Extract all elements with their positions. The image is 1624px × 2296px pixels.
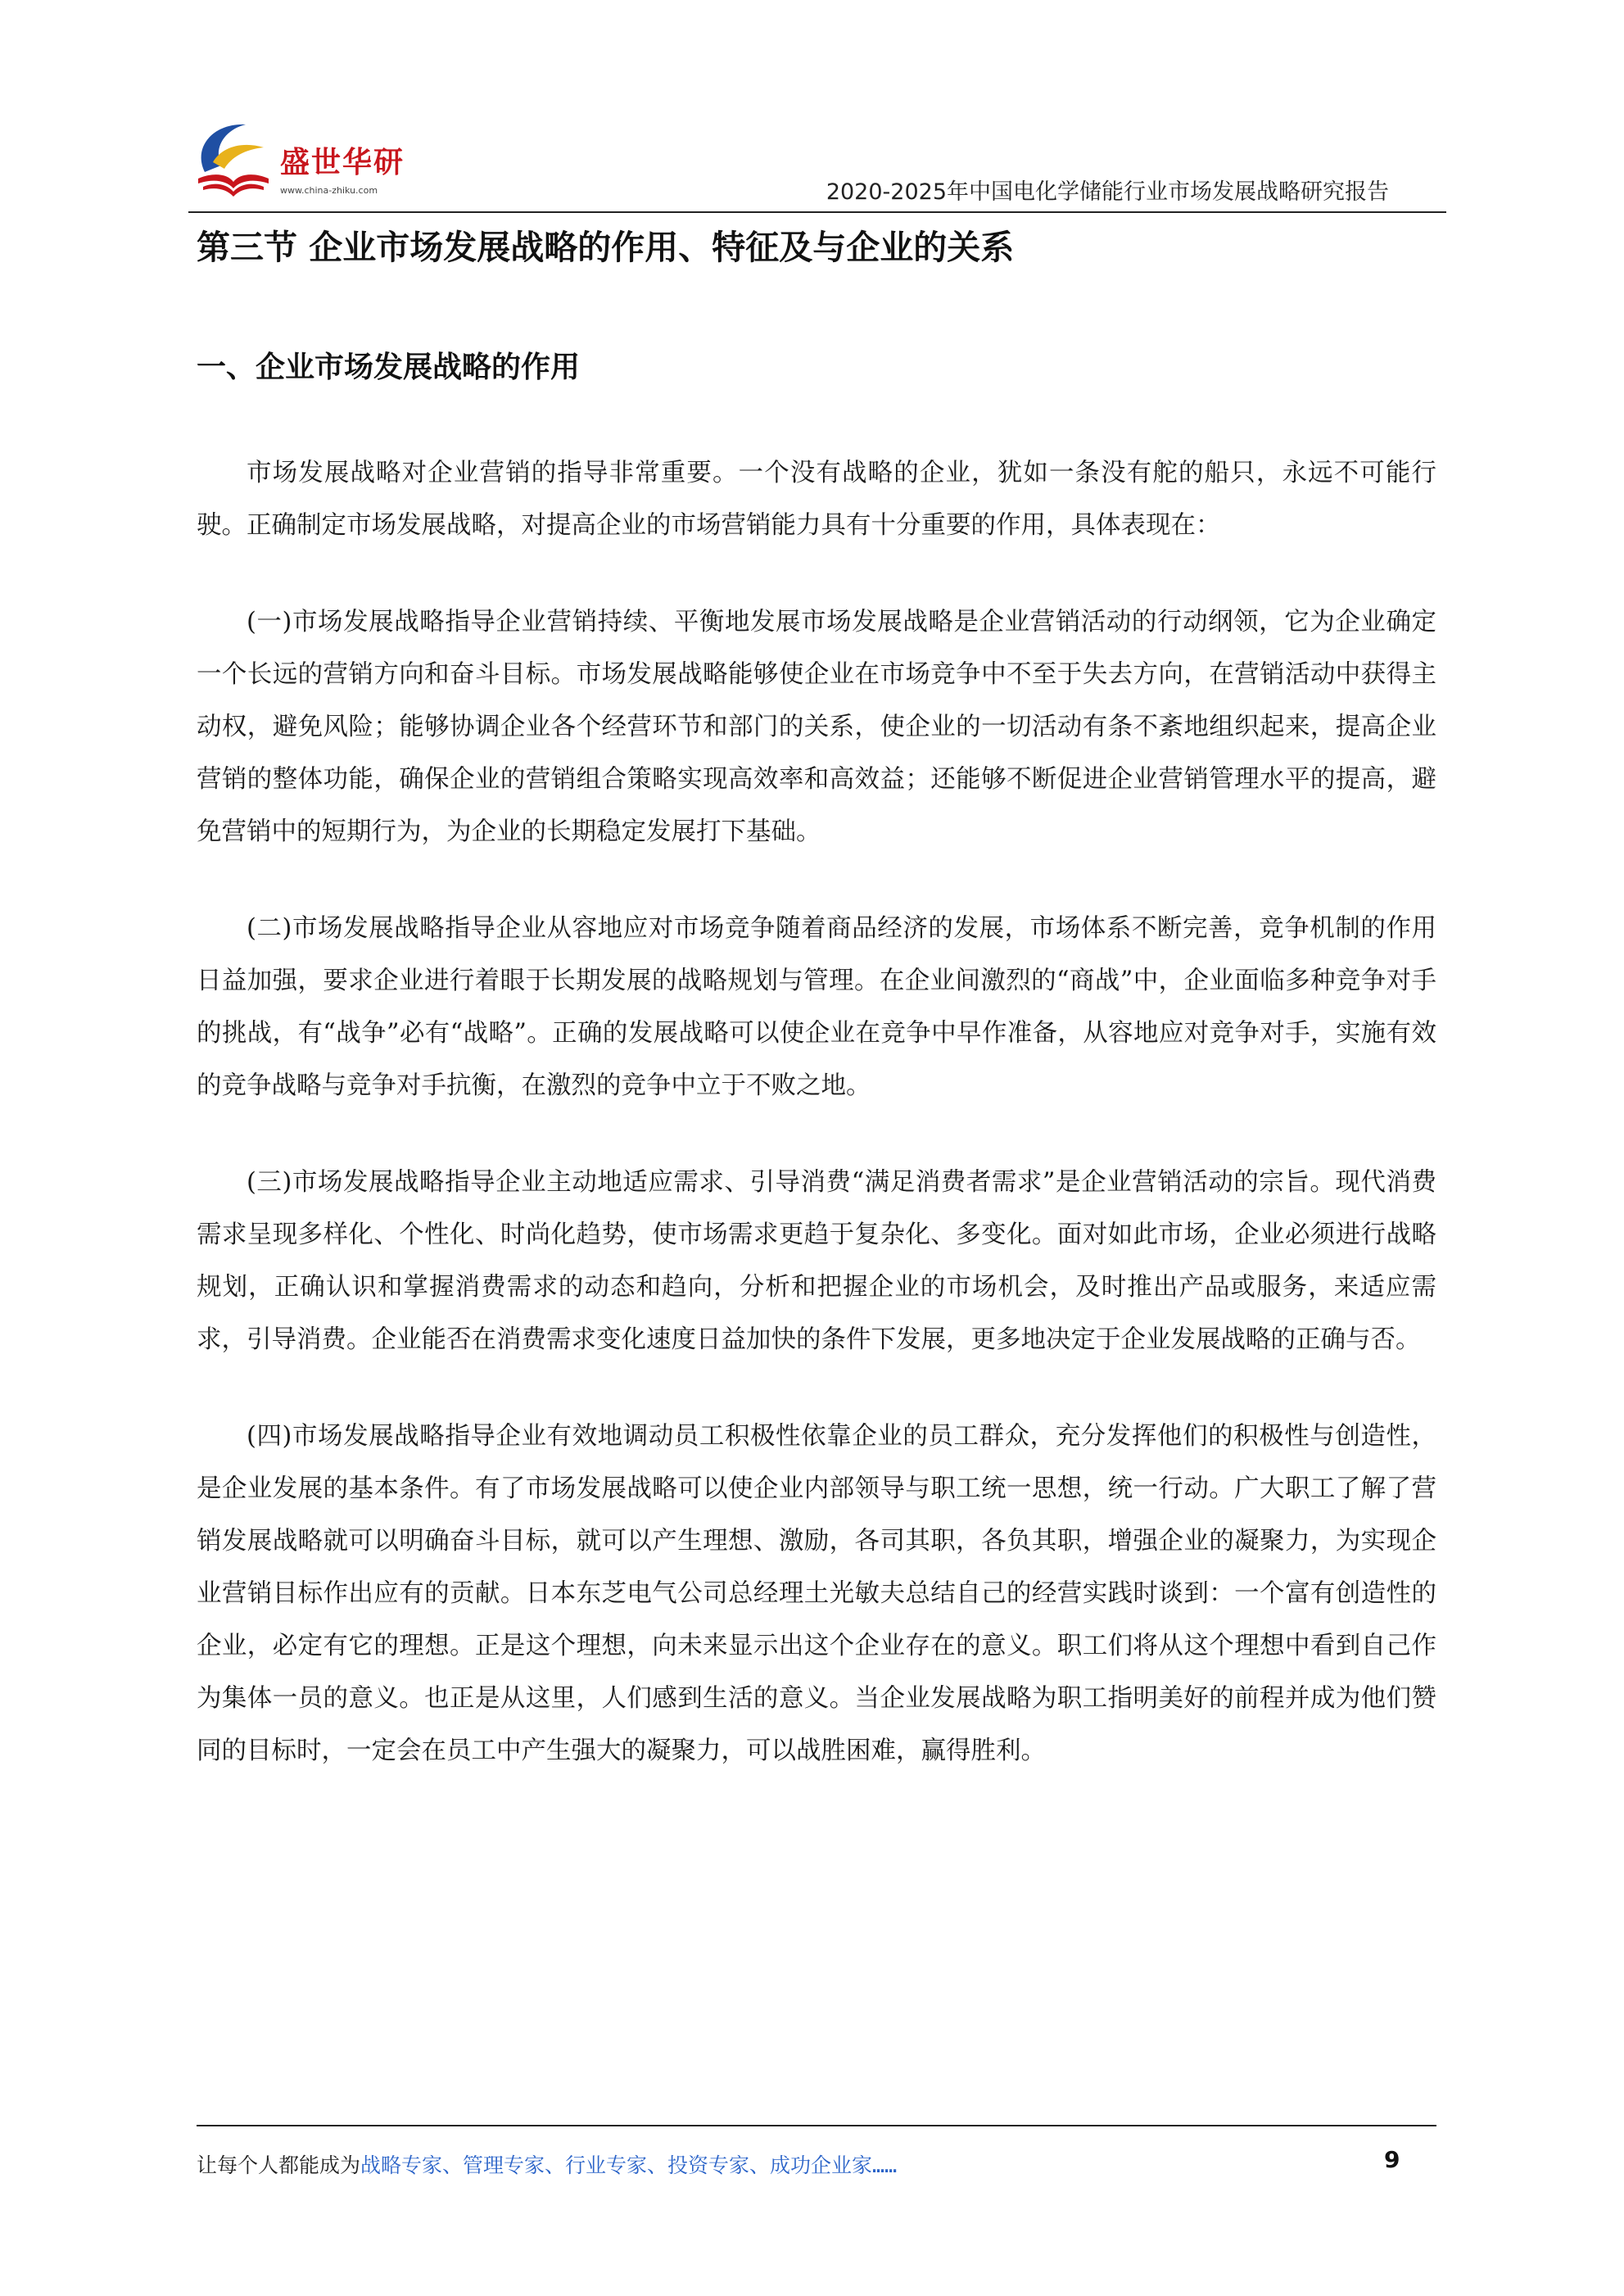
page-number: 9	[1384, 2146, 1400, 2173]
report-title: 2020-2025年中国电化学储能行业市场发展战略研究报告	[826, 179, 1389, 205]
logo-text: 盛世华研	[280, 146, 405, 179]
footer-slogan-highlight: 战略专家、管理专家、行业专家、投资专家、成功企业家……	[360, 2153, 898, 2177]
footer-divider	[197, 2125, 1436, 2126]
paragraph-item-3: (三)市场发展战略指导企业主动地适应需求、引导消费“满足消费者需求”是企业营销活动的宗旨。现代消费需求呈现多样化、个性化、时尚化趋势，使市场需求更趋于复杂化、多变化。面对如此市场，企业必须进行战略规划，正确认识和掌握消费需求的动态和趋向，分析和把握企业的市场机会，及时推出产品或服务，来适应需求，引导消费。企业能否在消费需求变化速度日益加快的条件下发展，更多地决定于企业发展战略的正确与否。	[197, 1168, 1436, 1354]
footer-slogan	[197, 2149, 897, 2179]
book-swoosh-logo-icon	[188, 115, 278, 205]
header-divider	[188, 211, 1446, 213]
paragraph-intro: 市场发展战略对企业营销的指导非常重要。一个没有战略的企业，犹如一条没有舵的船只，永远不可能行驶。正确制定市场发展战略，对提高企业的市场营销能力具有十分重要的作用，具体表现在：	[197, 459, 1436, 540]
company-logo	[188, 115, 409, 205]
section-title: 第三节 企业市场发展战略的作用、特征及与企业的关系	[197, 228, 1015, 267]
paragraph-item-1: (一)市场发展战略指导企业营销持续、平衡地发展市场发展战略是企业营销活动的行动纲领，它为企业确定一个长远的营销方向和奋斗目标。市场发展战略能够使企业在市场竞争中不至于失去方向，在营销活动中获得主动权，避免风险；能够协调企业各个经营环节和部门的关系，使企业的一切活动有条不紊地组织起来，提高企业营销的整体功能，确保企业的营销组合策略实现高效率和高效益；还能够不断促进企业营销管理水平的提高，避免营销中的短期行为，为企业的长期稳定发展打下基础。	[197, 608, 1436, 846]
subsection-title: 一、企业市场发展战略的作用	[197, 351, 581, 384]
footer-slogan-prefix: 让每个人都能成为	[197, 2153, 361, 2177]
page-header	[188, 106, 1446, 213]
page-body	[197, 221, 1436, 1777]
paragraph-item-4: (四)市场发展战略指导企业有效地调动员工积极性依靠企业的员工群众，充分发挥他们的积极性与创造性，是企业发展的基本条件。有了市场发展战略可以使企业内部领导与职工统一思想，统一行动。广大职工了解了营销发展战略就可以明确奋斗目标，就可以产生理想、激励，各司其职，各负其职，增强企业的凝聚力，为实现企业营销目标作出应有的贡献。日本东芝电气公司总经理土光敏夫总结自己的经营实践时谈到：一个富有创造性的企业，必定有它的理想。正是这个理想，向未来显示出这个企业存在的意义。职工们将从这个理想中看到自己作为集体一员的意义。也正是从这里，人们感到生活的意义。当企业发展战略为职工指明美好的前程并成为他们赞同的目标时，一定会在员工中产生强大的凝聚力，可以战胜困难，赢得胜利。	[197, 1422, 1436, 1765]
logo-url: www.china-zhiku.com	[280, 185, 378, 196]
paragraph-item-2: (二)市场发展战略指导企业从容地应对市场竞争随着商品经济的发展，市场体系不断完善，竞争机制的作用日益加强，要求企业进行着眼于长期发展的战略规划与管理。在企业间激烈的“商战”中，企业面临多种竞争对手的挑战，有“战争”必有“战略”。正确的发展战略可以使企业在竞争中早作准备，从容地应对竞争对手，实施有效的竞争战略与竞争对手抗衡，在激烈的竞争中立于不败之地。	[197, 914, 1436, 1100]
